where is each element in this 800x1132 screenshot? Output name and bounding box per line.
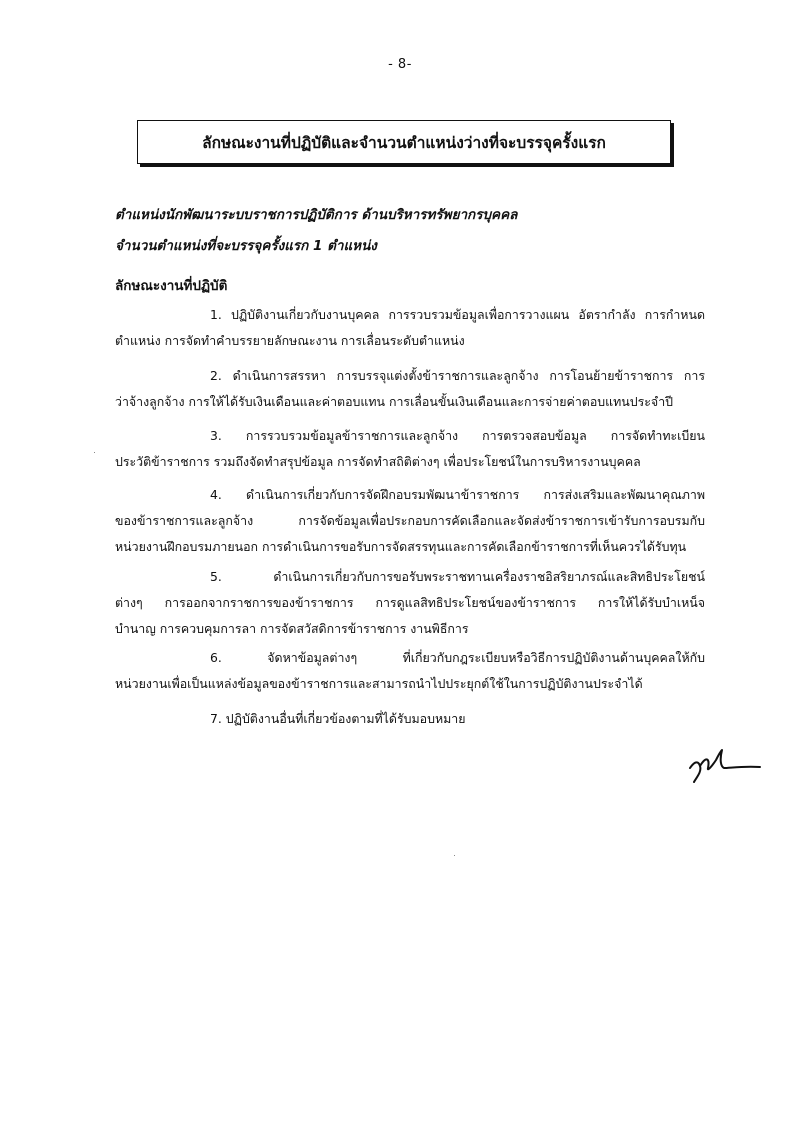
duty-line: ตำแหน่ง การจัดทำคำบรรยายลักษณะงาน การเลื่อนระดับตำแหน่ง [115, 333, 465, 348]
duty-line: 7. ปฏิบัติงานอื่นที่เกี่ยวข้องตามที่ได้รับมอบหมาย [210, 711, 466, 726]
duty-line: 3. การรวบรวมข้อมูลข้าราชการและลูกจ้าง การตรวจสอบข้อมูล การจัดทำทะเบียน [210, 428, 705, 443]
duty-line: ว่าจ้างลูกจ้าง การให้ได้รับเงินเดือนและค่าตอบแทน การเลื่อนขั้นเงินเดือนและการจ่ายค่าตอบแทนประจำปี [115, 394, 674, 409]
position-name: ตำแหน่งนักพัฒนาระบบราชการปฏิบัติการ ด้านบริหารทรัพยากรบุคคล [115, 207, 518, 223]
duty-line: หน่วยงานเพื่อเป็นแหล่งข้อมูลของข้าราชการและสามารถนำไปประยุกต์ใช้ในการปฏิบัติงานประจำได้ [115, 676, 643, 691]
duty-line: บำนาญ การควบคุมการลา การจัดสวัสดิการข้าราชการ งานพิธีการ [115, 621, 469, 636]
scan-speck [454, 855, 455, 856]
duty-line: 1. ปฏิบัติงานเกี่ยวกับงานบุคคล การรวบรวมข้อมูลเพื่อการวางแผน อัตรากำลัง การกำหนด [210, 307, 705, 322]
duty-line: 4. ดำเนินการเกี่ยวกับการจัดฝึกอบรมพัฒนาข้าราชการ การส่งเสริมและพัฒนาคุณภาพ [210, 487, 705, 502]
duty-item-5 [115, 564, 705, 642]
document-title: ลักษณะงานที่ปฏิบัติและจำนวนตำแหน่งว่างที่จะบรรจุครั้งแรก [202, 133, 606, 152]
duty-item-6 [115, 645, 705, 697]
duty-item-1 [115, 302, 705, 354]
duty-line: หน่วยงานฝึกอบรมภายนอก การดำเนินการขอรับการจัดสรรทุนและการคัดเลือกข้าราชการที่เห็นควรได้รับทุน [115, 539, 687, 554]
duty-line: ของข้าราชการและลูกจ้าง การจัดข้อมูลเพื่อประกอบการคัดเลือกและจัดส่งข้าราชการเข้ารับการอบรมกับ [115, 513, 705, 528]
duty-item-4 [115, 482, 705, 560]
title-box [137, 120, 671, 164]
duty-line: ต่างๆ การออกจากราชการของข้าราชการ การดูแลสิทธิประโยชน์ของข้าราชการ การให้ได้รับบำเหน็จ [115, 595, 705, 610]
duty-line: 2. ดำเนินการสรรหา การบรรจุแต่งตั้งข้าราชการและลูกจ้าง การโอนย้ายข้าราชการ การ [210, 368, 705, 383]
signature-mark [680, 738, 770, 788]
vacancy-count: จำนวนตำแหน่งที่จะบรรจุครั้งแรก 1 ตำแหน่ง [115, 238, 377, 254]
duty-item-7 [115, 706, 705, 732]
duty-line: 6. จัดหาข้อมูลต่างๆ ที่เกี่ยวกับกฎระเบียบหรือวิธีการปฏิบัติงานด้านบุคคลให้กับ [210, 650, 705, 665]
page-number: - 8- [388, 57, 412, 72]
duty-line: 5. ดำเนินการเกี่ยวกับการขอรับพระราชทานเครื่องราชอิสริยาภรณ์และสิทธิประโยชน์ [210, 569, 705, 584]
duty-line: ประวัติข้าราชการ รวมถึงจัดทำสรุปข้อมูล การจัดทำสถิติต่างๆ เพื่อประโยชน์ในการบริหารงานบุคคล [115, 454, 641, 469]
duties-heading: ลักษณะงานที่ปฏิบัติ [115, 278, 228, 294]
duty-item-2 [115, 363, 705, 415]
duty-item-3 [115, 423, 705, 475]
scan-speck [94, 452, 95, 453]
